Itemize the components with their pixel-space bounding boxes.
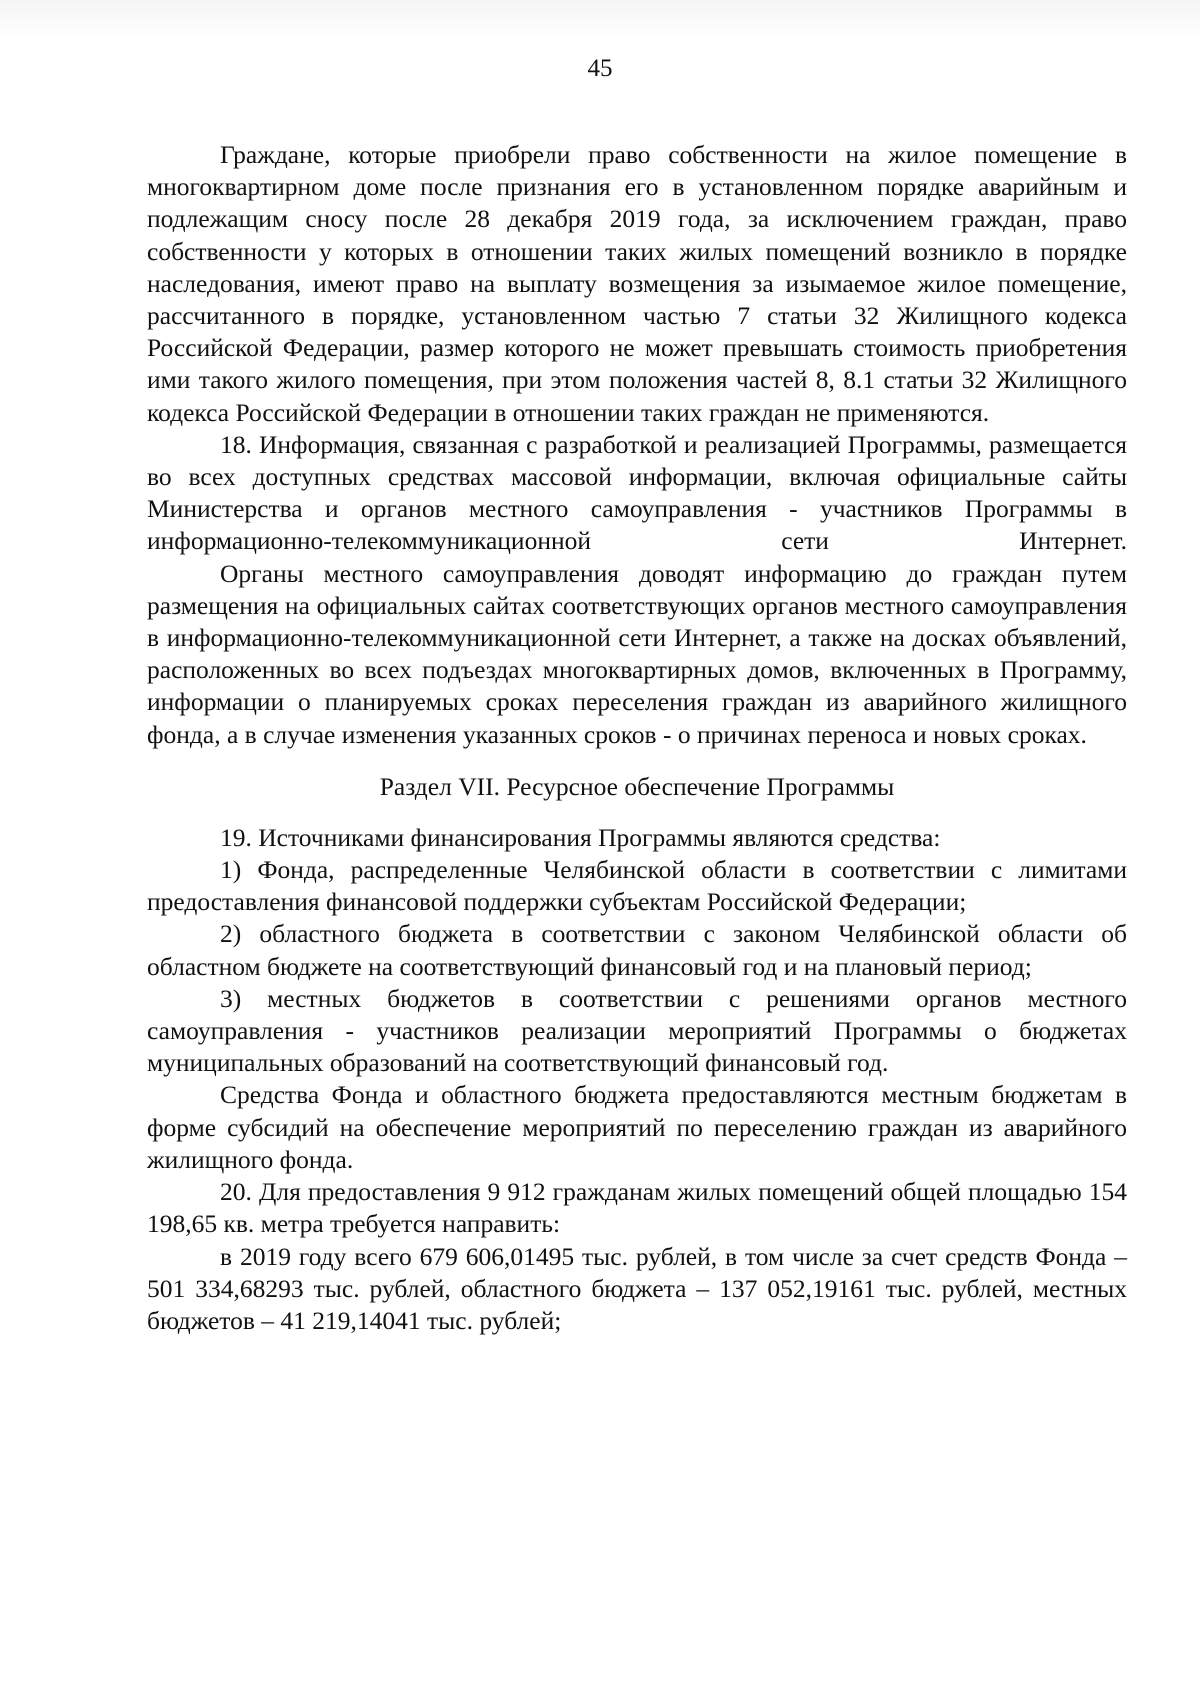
scan-edge-shadow [0,0,1200,40]
paragraph-local-authorities: Органы местного самоуправления доводят информацию до граждан путем размещения на официальных сайтах соответствующих органов местного самоуправления в информационно-телекоммуникационной сети Интернет, а также на досках объявлений, расположенных во всех подъездах многоквартирных домов, включенных в Программу, информации о планируемых сроках переселения граждан из аварийного жилищного фонда, а в случае изменения указанных сроков - о причинах переноса и новых сроках. [147,558,1127,749]
paragraph-subsidies: Средства Фонда и областного бюджета предоставляются местным бюджетам в форме субсидий на обеспечение мероприятий по переселению граждан из аварийного жилищного фонда. [147,1080,1127,1174]
section-title: Раздел VII. Ресурсное обеспечение Программы [379,771,895,801]
page-number: 45 [587,55,613,82]
list-item-local-budgets: 3) местных бюджетов в соответствии с решениями органов местного самоуправления - участников реализации мероприятий Программы о бюджетах муниципальных образований на соответствующий финансовый год. [147,983,1127,1078]
list-item-regional-budget: 2) областного бюджета в соответствии с законом Челябинской области об областном бюджете на соответствующий финансовый год и на плановый период; [147,919,1127,981]
list-item-fund: 1) Фонда, распределенные Челябинской области в соответствии с лимитами предоставления финансовой поддержки субъектам Российской Федерации; [147,855,1127,917]
paragraph-compensation-rights: Граждане, которые приобрели право собственности на жилое помещение в многоквартирном доме после признания его в установленном порядке аварийным и подлежащим сносу после 28 декабря 2019 года, за исключением граждан, право собственности у которых в отношении таких жилых помещений возникло в порядке наследования, имеют право на выплату возмещения за изымаемое жилое помещение, рассчитанного в порядке, установленном частью 7 статьи 32 Жилищного кодекса Российской Федерации, размер которого не может превышать стоимость приобретения ими такого жилого помещения, при этом положения частей 8, 8.1 статьи 32 Жилищного кодекса Российской Федерации в отношении таких граждан не применяются. [147,140,1127,427]
document-body [147,139,1127,1337]
paragraph-19-sources: 19. Источниками финансирования Программы являются средства: [220,822,941,852]
paragraph-18-information: 18. Информация, связанная с разработкой и реализацией Программы, размещается во всех доступных средствах массовой информации, включая официальные сайты Министерства и органов местного самоуправления - участников Программы в информационно-телекоммуникационной сети Интернет. [147,429,1127,556]
paragraph-2019-funding: в 2019 году всего 679 606,01495 тыс. рублей, в том числе за счет средств Фонда – 501 334,68293 тыс. рублей, областного бюджета – 137 052,19161 тыс. рублей, местных бюджетов – 41 219,14041 тыс. рублей; [147,1241,1127,1335]
paragraph-20-funding-need: 20. Для предоставления 9 912 гражданам жилых помещений общей площадью 154 198,65 кв. метра требуется направить: [147,1177,1127,1239]
